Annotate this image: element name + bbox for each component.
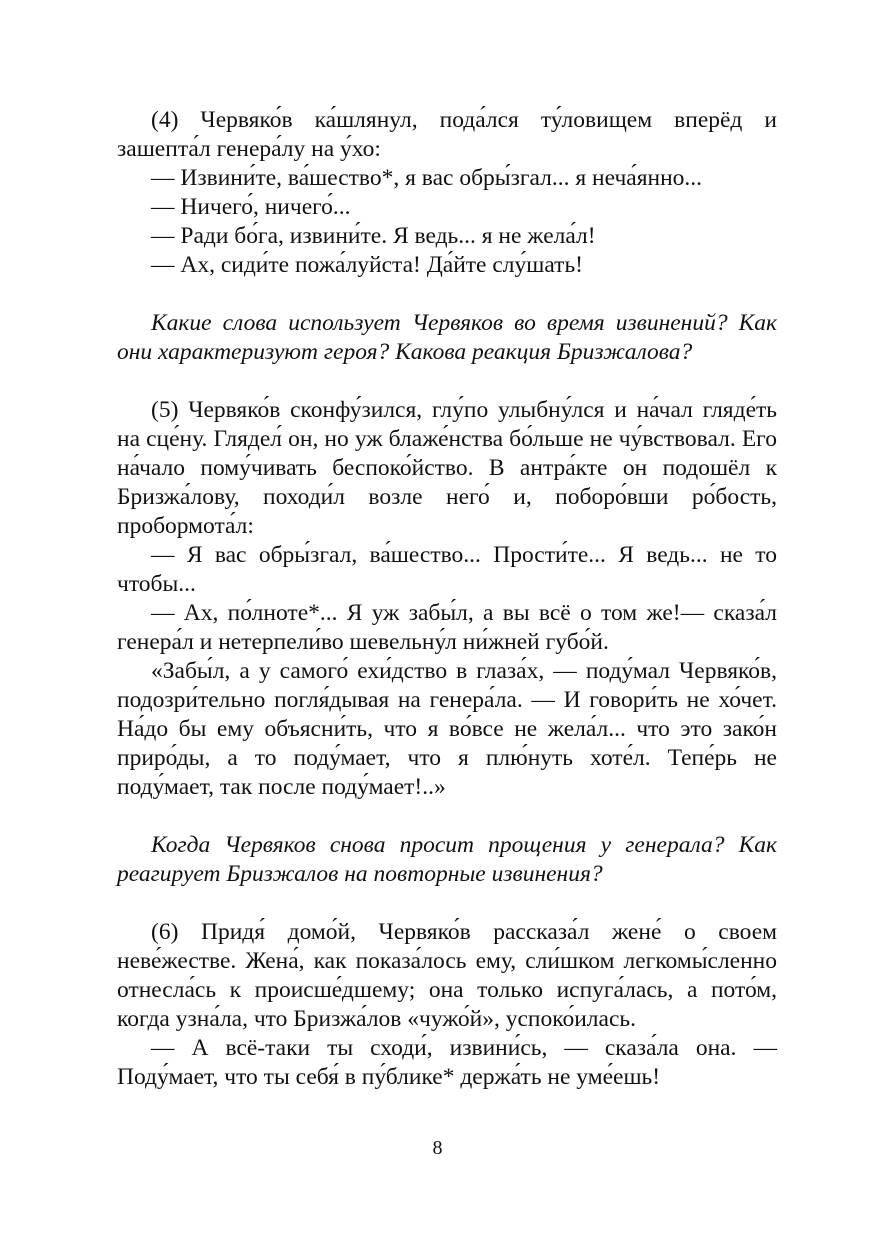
page-body [117, 106, 777, 1092]
spacer [117, 367, 777, 396]
dialogue-line: — Ничего́, ничего́... [151, 194, 351, 220]
dialogue-line: — Ради бо́га, извини́те. Я ведь... я не жела́л! [151, 223, 596, 249]
dialogue-line: — Ах, по́лноте*... Я уж забы́л, а вы всё о том же!— сказа́л генера́л и нетерпели́во шевельну́л ни́жней губо́й. [117, 600, 777, 655]
page-number: 8 [432, 1137, 443, 1159]
section-4 [117, 106, 777, 280]
question-1: Какие слова использует Червяков во время извинений? Как они характеризуют героя? Какова реакция Бризжалова? [117, 310, 777, 365]
dialogue-line: — Я вас обры́згал, ва́шество... Прости́те... Я ведь... не то чтобы... [117, 542, 777, 597]
spacer [117, 802, 777, 831]
section-6 [117, 918, 777, 1092]
dialogue-line: — Извини́те, ва́шество*, я вас обры́згал... я неча́янно... [151, 165, 703, 191]
section-6-intro: (6) Придя́ домо́й, Червяко́в рассказа́л жене́ о своем неве́жестве. Жена́, как показа́лось ему, сли́шком легкомы́сленно отнесла́сь к происше́дшему; она только испуга́лась, а пото́м, когда узна́ла, что Бризжа́лов «чужо́й», успоко́илась. [117, 919, 777, 1032]
spacer [117, 889, 777, 918]
dialogue-line: — А всё-таки ты сходи́, извини́сь, — сказа́ла она. — Поду́мает, что ты себя́ в пу́блике* держа́ть не уме́ешь! [117, 1035, 777, 1090]
section-5 [117, 396, 777, 802]
spacer [117, 280, 777, 309]
dialogue-line: «Забы́л, а у самого́ ехи́дство в глаза́х, — поду́мал Червяко́в, подозри́тельно погля́дывая на генера́ла. — И говори́ть не хо́чет. На́до бы ему объясни́ть, что я во́все не жела́л... что это зако́н приро́ды, а то поду́мает, что я плю́нуть хоте́л. Тепе́рь не поду́мает, так после поду́мает!..» [117, 658, 777, 800]
question-2: Когда Червяков снова просит прощения у генерала? Как реагирует Бризжалов на повторные извинения? [117, 832, 777, 887]
dialogue-line: — Ах, сиди́те пожа́луйста! Да́йте слу́шать! [151, 252, 583, 278]
section-4-intro: (4) Червяко́в ка́шлянул, пода́лся ту́ловищем вперёд и зашепта́л генера́лу на у́хо: [117, 107, 777, 162]
section-5-intro: (5) Червяко́в сконфу́зился, глу́по улыбну́лся и на́чал гляде́ть на сце́ну. Глядел́ он, но уж блаже́нства бо́льше не чу́вствовал. Его на́чало пому́чивать беспоко́йство. В антра́кте он подошёл к Бризжа́лову, походи́л возле него́ и, поборо́вши ро́бость, пробормота́л: [117, 397, 777, 539]
